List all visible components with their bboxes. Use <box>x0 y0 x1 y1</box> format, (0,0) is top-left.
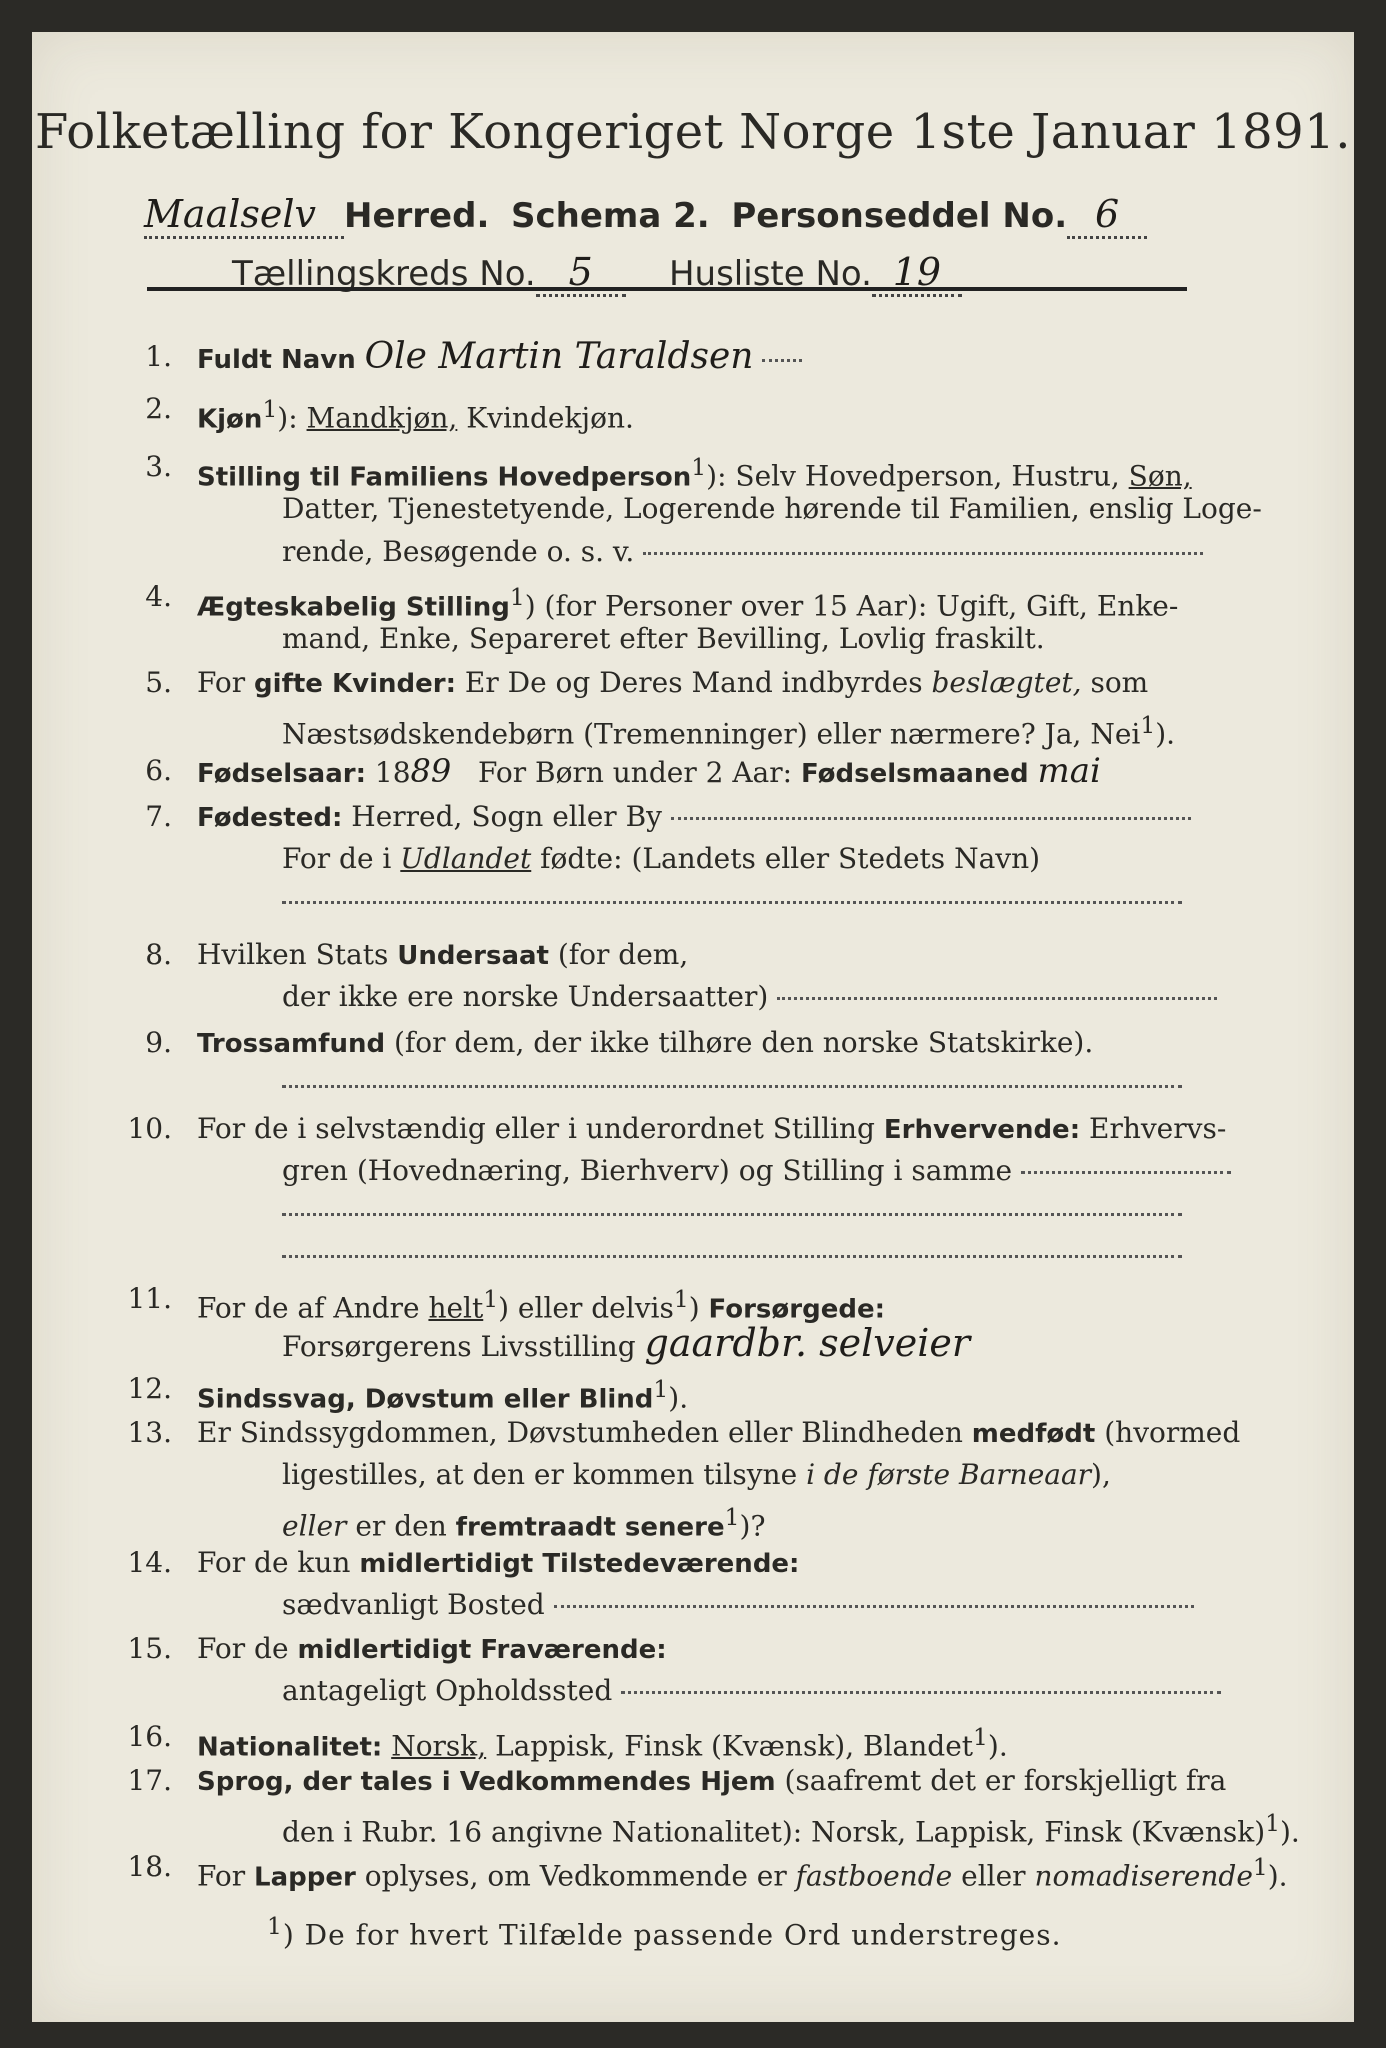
q10-line1 <box>197 1112 1226 1147</box>
q5-som: som <box>1090 666 1149 699</box>
q16-label: Nationalitet: <box>197 1732 383 1763</box>
q18-nomadiserende: nomadiserende <box>1034 1859 1253 1893</box>
q6-month-label: Fødselsmaaned <box>800 759 1029 789</box>
q17-sup: 1 <box>1265 1809 1280 1837</box>
q10-number: 10. <box>127 1112 172 1145</box>
q6-number: 6. <box>145 754 172 787</box>
census-form <box>32 32 1354 2022</box>
q7-line2 <box>282 842 1040 876</box>
q17-text1: (saafremt det er forskjelligt fra <box>784 1764 1227 1797</box>
q5-sup: 1 <box>1140 711 1156 739</box>
q13-label2: fremtraadt senere <box>455 1512 725 1543</box>
q3-sup: 1 <box>691 453 707 481</box>
header-rule <box>147 287 1187 291</box>
q17-text2: den i Rubr. 16 angivne Nationalitet): Norsk, Lappisk, Finsk (Kvænsk) <box>282 1815 1266 1849</box>
q5-line1 <box>197 666 1148 701</box>
q14-label: midlertidigt Tilstedeværende: <box>359 1549 800 1579</box>
q15-label: midlertidigt Fraværende: <box>297 1635 667 1665</box>
herred-line <box>144 192 1147 239</box>
q8-text1: (for dem, <box>557 938 689 971</box>
q7-fill <box>282 884 1182 918</box>
q5-line2: Næstsødskendebørn (Tremenninger) eller nærmere? Ja, Nei$^1$). <box>282 711 1176 751</box>
q14-number: 14. <box>127 1546 172 1579</box>
q11-delvis: eller delvis <box>517 1291 674 1325</box>
q10-fill2 <box>282 1238 1182 1272</box>
q1-name-value: Ole Martin Taraldsen <box>364 336 754 377</box>
q18-sup: 1 <box>1252 1853 1268 1881</box>
q13-sup: 1 <box>724 1503 740 1531</box>
q7-udlandet: Udlandet <box>400 842 532 875</box>
q16-text: Lappisk, Finsk (Kvænsk), Blandet <box>495 1729 974 1763</box>
q13-text2b: ), <box>1091 1458 1111 1491</box>
q10-pre: For de i selvstændig eller i underordnet Stilling <box>197 1112 875 1145</box>
q10-text2: gren (Hovednæring, Bierhverv) og Stilling i samme <box>282 1154 1013 1187</box>
q11-line1: For de af Andre helt$^1$) eller delvis$^1$) Forsørgede: <box>197 1285 885 1325</box>
q15-line2 <box>282 1674 1221 1708</box>
q8-line1 <box>197 938 688 973</box>
q15-line1 <box>197 1632 667 1667</box>
herred-value: Maalselv <box>144 192 344 239</box>
q9-number: 9. <box>145 1026 172 1059</box>
q7-number: 7. <box>145 800 172 833</box>
q12-sup: 1 <box>653 1375 669 1403</box>
q8-label: Undersaat <box>397 941 549 971</box>
footnote-sup: 1 <box>267 1912 283 1940</box>
q11-text2: Forsørgerens Livsstilling <box>282 1330 636 1363</box>
q18-number: 18. <box>127 1850 172 1883</box>
kreds-value: 5 <box>536 250 626 297</box>
q12-number: 12. <box>127 1372 172 1405</box>
q17-line2: den i Rubr. 16 angivne Nationalitet): Norsk, Lappisk, Finsk (Kvænsk)$^1$). <box>282 1809 1300 1849</box>
kreds-label: Tællingskreds No. <box>232 254 536 294</box>
q18-line: For Lapper oplyses, om Vedkommende er fastboende eller nomadiserende$^1$). <box>197 1853 1288 1893</box>
q8-number: 8. <box>145 938 172 971</box>
q9-line1 <box>197 1026 1093 1061</box>
q11-sup: 1 <box>483 1285 499 1313</box>
q4-label: Ægteskabelig Stilling <box>197 592 510 623</box>
q3-text1: Selv Hovedperson, Hustru, <box>735 459 1120 493</box>
q14-line2 <box>282 1588 1194 1622</box>
q18-fastboende: fastboende <box>795 1859 953 1893</box>
q10-label: Erhvervende: <box>883 1115 1081 1145</box>
q5-beslaegtet: beslægtet, <box>931 666 1082 699</box>
q3-text2: Datter, Tjenestetyende, Logerende hørende til Familien, enslig Loge- <box>282 492 1262 525</box>
q14-line1 <box>197 1546 799 1581</box>
q9-label: Trossamfund <box>197 1029 386 1059</box>
schema-label: Schema 2. <box>511 196 710 236</box>
q6-year-prefix: 18 <box>374 756 411 789</box>
q17-label: Sprog, der tales i Vedkommendes Hjem <box>197 1767 776 1797</box>
q4-line1: Ægteskabelig Stilling$^1$) (for Personer over 15 Aar): Ugift, Gift, Enke- <box>197 583 1179 623</box>
q16-number: 16. <box>127 1720 172 1753</box>
q4-number: 4. <box>145 580 172 613</box>
q3-son: Søn, <box>1128 459 1192 493</box>
q7-label: Fødested: <box>197 803 343 833</box>
husliste-value: 19 <box>872 250 962 297</box>
q1-label: Fuldt Navn <box>197 345 356 375</box>
q5-text2: Næstsødskendebørn (Tremenninger) eller nærmere? Ja, Nei <box>282 717 1141 751</box>
q11-livsstilling-value: gaardbr. selveier <box>644 1321 971 1365</box>
q10-line2 <box>282 1154 1231 1188</box>
q11-helt: helt <box>428 1291 484 1325</box>
q14-text2: sædvanligt Bosted <box>282 1588 545 1621</box>
footnote: $^1$) De for hvert Tilfælde passende Ord understreges. <box>267 1912 1062 1952</box>
q11-label: Forsørgede: <box>708 1294 885 1325</box>
q14-pre: For de kun <box>197 1546 351 1579</box>
q16-line: Nationalitet: Norsk, Lappisk, Finsk (Kvænsk), Blandet$^1$). <box>197 1723 1008 1763</box>
q2-label: Kjøn <box>197 404 263 435</box>
q1-number: 1. <box>145 340 172 373</box>
q7-text1: Herred, Sogn eller By <box>351 800 662 833</box>
q9-text1: (for dem, der ikke tilhøre den norske Statskirke). <box>394 1026 1094 1059</box>
q11-pre: For de af Andre <box>197 1291 420 1325</box>
q15-pre: For de <box>197 1632 289 1665</box>
q13-text1b: (hvormed <box>1104 1416 1241 1449</box>
q8-pre: Hvilken Stats <box>197 938 389 971</box>
q13-line1 <box>197 1416 1240 1451</box>
q11-number: 11. <box>127 1282 172 1315</box>
q13-number: 13. <box>127 1416 172 1449</box>
q6-month-value: mai <box>1037 751 1101 791</box>
q13-barneaar: i de første Barneaar <box>806 1458 1092 1491</box>
q5-pre: For <box>197 666 246 699</box>
q6-label: Fødselsaar: <box>197 759 366 789</box>
q13-eller: eller <box>282 1509 347 1543</box>
q16-norsk: Norsk, <box>391 1729 487 1763</box>
q8-text2: der ikke ere norske Undersaatter) <box>282 980 769 1013</box>
q13-label: medfødt <box>971 1419 1096 1449</box>
q16-sup: 1 <box>973 1723 988 1751</box>
q7-line1 <box>197 800 1191 835</box>
q10-text1: Erhvervs- <box>1089 1112 1227 1145</box>
q15-text2: antageligt Opholdssted <box>282 1674 613 1707</box>
q8-line2 <box>282 980 1217 1014</box>
q7-text2a: For de i <box>282 842 392 875</box>
q10-fill1 <box>282 1196 1182 1230</box>
herred-label: Herred. <box>344 196 490 236</box>
q17-number: 17. <box>127 1764 172 1797</box>
q12-label: Sindssvag, Døvstum eller Blind <box>197 1384 654 1415</box>
q18-pre: For <box>197 1859 246 1893</box>
q9-fill <box>282 1068 1182 1102</box>
q13-text3a: er den <box>355 1509 447 1543</box>
q13-line2 <box>282 1458 1111 1492</box>
q4-text2: mand, Enke, Separeret efter Bevilling, Lovlig fraskilt. <box>282 622 1045 655</box>
q13-line3: eller er den fremtraadt senere$^1$)? <box>282 1503 766 1543</box>
q2-kvindekjon: Kvindekjøn. <box>466 401 634 435</box>
q7-text2b: fødte: (Landets eller Stedets Navn) <box>540 842 1041 875</box>
footnote-text: De for hvert Tilfælde passende Ord understreges. <box>304 1918 1062 1952</box>
q1-line <box>197 336 802 377</box>
q2-sup: 1 <box>262 395 278 423</box>
q17-line1 <box>197 1764 1226 1799</box>
q13-text2a: ligestilles, at den er kommen tilsyne <box>282 1458 798 1491</box>
form-title: Folketælling for Kongeriget Norge 1ste Januar 1891. <box>35 104 1351 160</box>
q11-line2 <box>282 1321 971 1365</box>
q12-line: Sindssvag, Døvstum eller Blind$^1$). <box>197 1375 689 1415</box>
q3-text3: rende, Besøgende o. s. v. <box>282 535 635 568</box>
q2-mandkjon: Mandkjøn, <box>306 401 458 435</box>
q3-line1: Stilling til Familiens Hovedperson$^1$): Selv Hovedperson, Hustru, Søn, <box>197 453 1192 493</box>
q5-label: gifte Kvinder: <box>254 669 456 699</box>
q2-line: Kjøn$^1$): Mandkjøn, Kvindekjøn. <box>197 395 634 435</box>
personseddel-label: Personseddel No. <box>731 196 1068 236</box>
q6-line <box>197 751 1101 791</box>
q6-text: For Børn under 2 Aar: <box>477 756 793 789</box>
q3-number: 3. <box>145 450 172 483</box>
q2-number: 2. <box>145 392 172 425</box>
personseddel-value: 6 <box>1067 192 1147 239</box>
q18-eller: eller <box>961 1859 1026 1893</box>
husliste-label: Husliste No. <box>668 254 872 294</box>
q15-number: 15. <box>127 1632 172 1665</box>
q18-label: Lapper <box>254 1862 356 1893</box>
q3-label: Stilling til Familiens Hovedperson <box>197 462 692 493</box>
q6-year-value: 89 <box>410 752 452 790</box>
q13-text1: Er Sindssygdommen, Døvstumheden eller Blindheden <box>197 1416 963 1449</box>
q4-sup: 1 <box>509 583 525 611</box>
q5-text1: Er De og Deres Mand indbyrdes <box>464 666 923 699</box>
q18-text: oplyses, om Vedkommende er <box>364 1859 787 1893</box>
q5-number: 5. <box>145 666 172 699</box>
q3-line3 <box>282 535 1203 569</box>
q13-text3b: ? <box>750 1509 766 1543</box>
q4-text1: (for Personer over 15 Aar): Ugift, Gift, Enke- <box>544 589 1179 623</box>
